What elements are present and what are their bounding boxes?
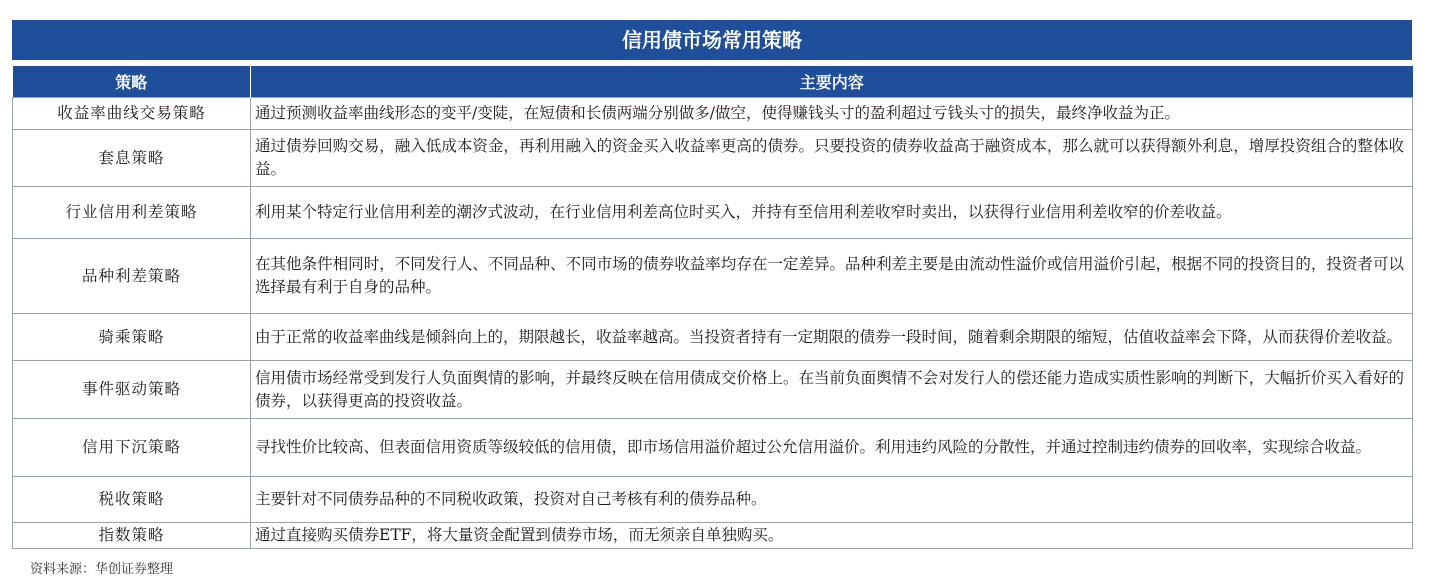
strategy-name: 骑乘策略: [13, 314, 251, 361]
strategy-content: 在其他条件相同时，不同发行人、不同品种、不同市场的债券收益率均存在一定差异。品种利差主要是由流动性溢价或信用溢价引起，根据不同的投资目的，投资者可以选择最有利于自身的品种。: [251, 239, 1413, 314]
strategy-name: 套息策略: [13, 130, 251, 187]
header-strategy: 策略: [13, 66, 251, 98]
strategy-name: 指数策略: [13, 523, 251, 549]
strategy-name: 税收策略: [13, 477, 251, 523]
table-row: [13, 361, 1413, 419]
strategy-content: 利用某个特定行业信用利差的潮汐式波动，在行业信用利差高位时买入，并持有至信用利差收窄时卖出，以获得行业信用利差收窄的价差收益。: [251, 187, 1413, 239]
source-note: 资料来源：华创证券整理: [30, 562, 174, 577]
table-row: [13, 523, 1413, 549]
strategy-name: 收益率曲线交易策略: [13, 98, 251, 130]
strategy-content: 通过债券回购交易，融入低成本资金，再利用融入的资金买入收益率更高的债券。只要投资的债券收益高于融资成本，那么就可以获得额外利息，增厚投资组合的整体收益。: [251, 130, 1413, 187]
table-row: [13, 187, 1413, 239]
strategy-content: 主要针对不同债券品种的不同税收政策，投资对自己考核有利的债券品种。: [251, 477, 1413, 523]
header-row: [13, 66, 1413, 98]
table-title: 信用债市场常用策略: [12, 20, 1412, 60]
strategy-name: 行业信用利差策略: [13, 187, 251, 239]
strategy-content: 通过预测收益率曲线形态的变平/变陡，在短债和长债两端分别做多/做空，使得赚钱头寸的盈利超过亏钱头寸的损失，最终净收益为正。: [251, 98, 1413, 130]
table-row: [13, 239, 1413, 314]
header-content: 主要内容: [251, 66, 1413, 98]
strategy-content: 寻找性价比较高、但表面信用资质等级较低的信用债，即市场信用溢价超过公允信用溢价。利用违约风险的分散性，并通过控制违约债券的回收率，实现综合收益。: [251, 419, 1413, 477]
strategy-content: 信用债市场经常受到发行人负面舆情的影响，并最终反映在信用债成交价格上。在当前负面舆情不会对发行人的偿还能力造成实质性影响的判断下，大幅折价买入看好的债券，以获得更高的投资收益。: [251, 361, 1413, 419]
table-row: [13, 477, 1413, 523]
strategy-content: 通过直接购买债券ETF，将大量资金配置到债券市场，而无须亲自单独购买。: [251, 523, 1413, 549]
strategy-table: [12, 66, 1413, 549]
strategy-name: 品种利差策略: [13, 239, 251, 314]
table-row: [13, 314, 1413, 361]
strategy-content: 由于正常的收益率曲线是倾斜向上的，期限越长，收益率越高。当投资者持有一定期限的债券一段时间，随着剩余期限的缩短，估值收益率会下降，从而获得价差收益。: [251, 314, 1413, 361]
strategy-name: 事件驱动策略: [13, 361, 251, 419]
strategy-name: 信用下沉策略: [13, 419, 251, 477]
table-row: [13, 419, 1413, 477]
table-row: [13, 130, 1413, 187]
table-row: [13, 98, 1413, 130]
